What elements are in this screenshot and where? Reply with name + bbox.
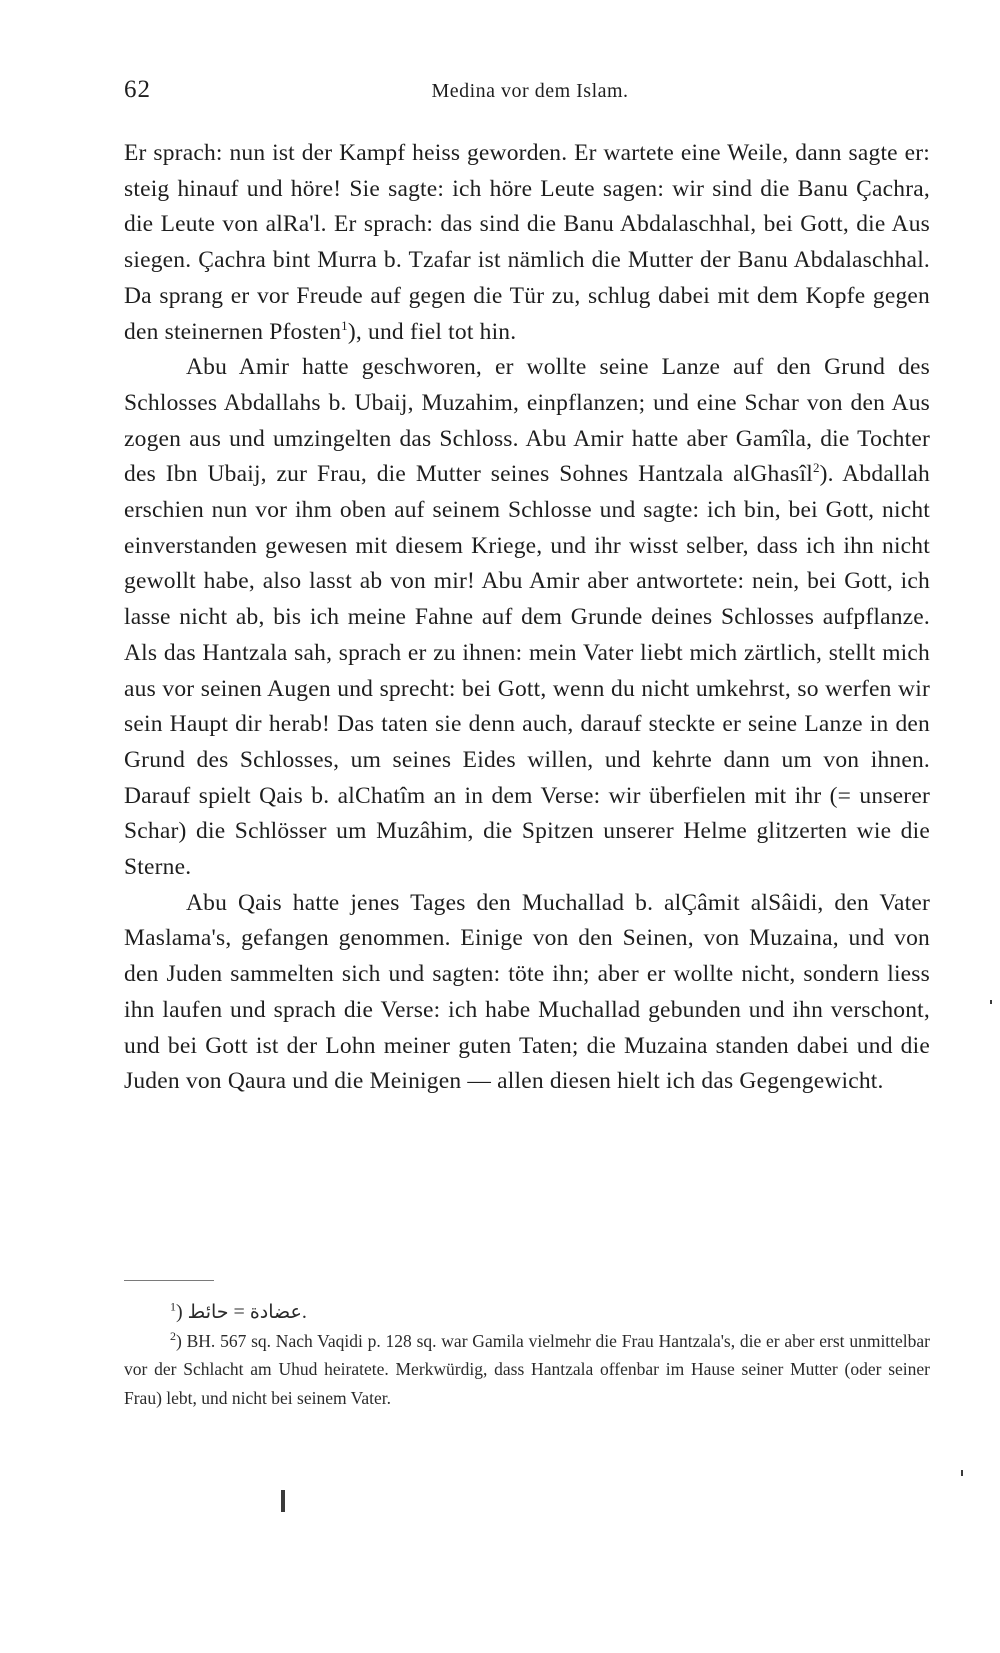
footnote-1-open: ) (176, 1301, 188, 1323)
footnote-1-marker: 1 (170, 1299, 176, 1314)
running-title: Medina vor dem Islam. (431, 80, 629, 102)
footnote-1-end: . (301, 1301, 307, 1323)
print-speck (990, 1000, 992, 1004)
paragraph-3: Abu Qais hatte jenes Tages den Muchallad b. alÇâmit alSâidi, den Vater Maslama's, gefangen genommen. Einige von den Seinen, von Muzaina, und von den Juden sammelten sich und sagten: töte ihn; aber er wollte nicht, sondern liess ihn laufen und sprach die Verse: ich habe Muchallad gebunden und ihn verschont, und bei Gott ist der Lohn meiner guten Taten; die Muzaina standen dabei und die Juden von Qaura und die Meinigen — allen diesen hielt ich das Gegengewicht. (124, 889, 930, 1095)
footnote-1 (124, 1298, 930, 1327)
paragraph-2-tail: ). Abdallah erschien nun vor ihm oben auf seinem Schlosse und sagte: ich bin, bei Gott, nicht einverstanden gewesen mit diesem Kriege, und ihr wisst selber, dass ich ihn nicht gewollt habe, also lasst ab von mir! Abu Amir aber antwortete: nein, bei Gott, ich lasse nicht ab, bis ich meine Fahne auf dem Grunde deines Schlosses aufpflanze. Als das Hantzala sah, sprach er zu ihnen: mein Vater liebt mich zärtlich, stellt mich aus vor seinen Augen und sprecht: bei Gott, wenn du nicht umkehrst, so werfen wir sein Haupt dir herab! Das taten sie denn auch, darauf steckte er seine Lanze in den Grund des Schlosses, um seines Eides willen, und kehrte dann um von ihnen. Darauf spielt Qais b. alChatîm an in dem Verse: wir überfielen mit ihr (= unserer Schar) die Schlösser um Muzâhim, die Spitzen unserer Helme glitzerten wie die Sterne. (124, 461, 931, 881)
footnote-ref-1: 1 (341, 317, 348, 333)
paragraph-2-text: Abu Amir hatte geschworen, er wollte seine Lanze auf den Grund des Schlosses Abdallahs b. Ubaij, Muzahim, einpflanzen; und eine Schar von den Aus zogen aus und umzingelten das Schloss. Abu Amir hatte aber Gamîla, die Tochter des Ibn Ubaij, zur Frau, die Mutter seines Sohnes Hantzala alGhasîl (124, 354, 930, 488)
body-text (124, 136, 930, 1100)
footnote-2 (124, 1327, 930, 1413)
footnote-1-equals: = (228, 1301, 250, 1323)
page-number: 62 (124, 76, 151, 103)
footnotes (124, 1298, 930, 1412)
footnote-rule (124, 1280, 214, 1281)
paragraph-1 (124, 136, 930, 350)
paragraph-2 (124, 350, 930, 886)
footnote-2-text: ) BH. 567 sq. Nach Vaqidi p. 128 sq. war Gamila vielmehr die Frau Hantzala's, die er aber erst unmittelbar vor der Schlacht am Uhud heiratete. Merkwürdig, dass Hantzala offenbar im Hause seiner Mutter (oder seiner Frau) lebt, und nicht bei seinem Vater. (124, 1330, 930, 1408)
footnote-1-arabic-left: حائط (187, 1301, 229, 1323)
print-speck (961, 1470, 963, 1476)
paragraph-1-text: Er sprach: nun ist der Kampf heiss geworden. Er wartete eine Weile, dann sagte er: steig hinauf und höre! Sie sagte: ich höre Leute sagen: wir sind die Banu Çachra, die Leute von alRa'l. Er sprach: das sind die Banu Abdalaschhal, bei Gott, die Aus siegen. Çachra bint Murra b. Tzafar ist nämlich die Mutter der Banu Abdalaschhal. Da sprang er vor Freude auf gegen die Tür zu, schlug dabei mit dem Kopfe gegen den steinernen Pfosten (124, 140, 930, 345)
print-speck (281, 1490, 285, 1512)
footnote-2-marker: 2 (170, 1328, 176, 1343)
footnote-ref-2: 2 (812, 460, 820, 476)
footnote-1-arabic-right: عضادة (249, 1301, 302, 1323)
paragraph-1-tail: ), und fiel tot hin. (347, 318, 517, 345)
page-header (124, 76, 936, 112)
